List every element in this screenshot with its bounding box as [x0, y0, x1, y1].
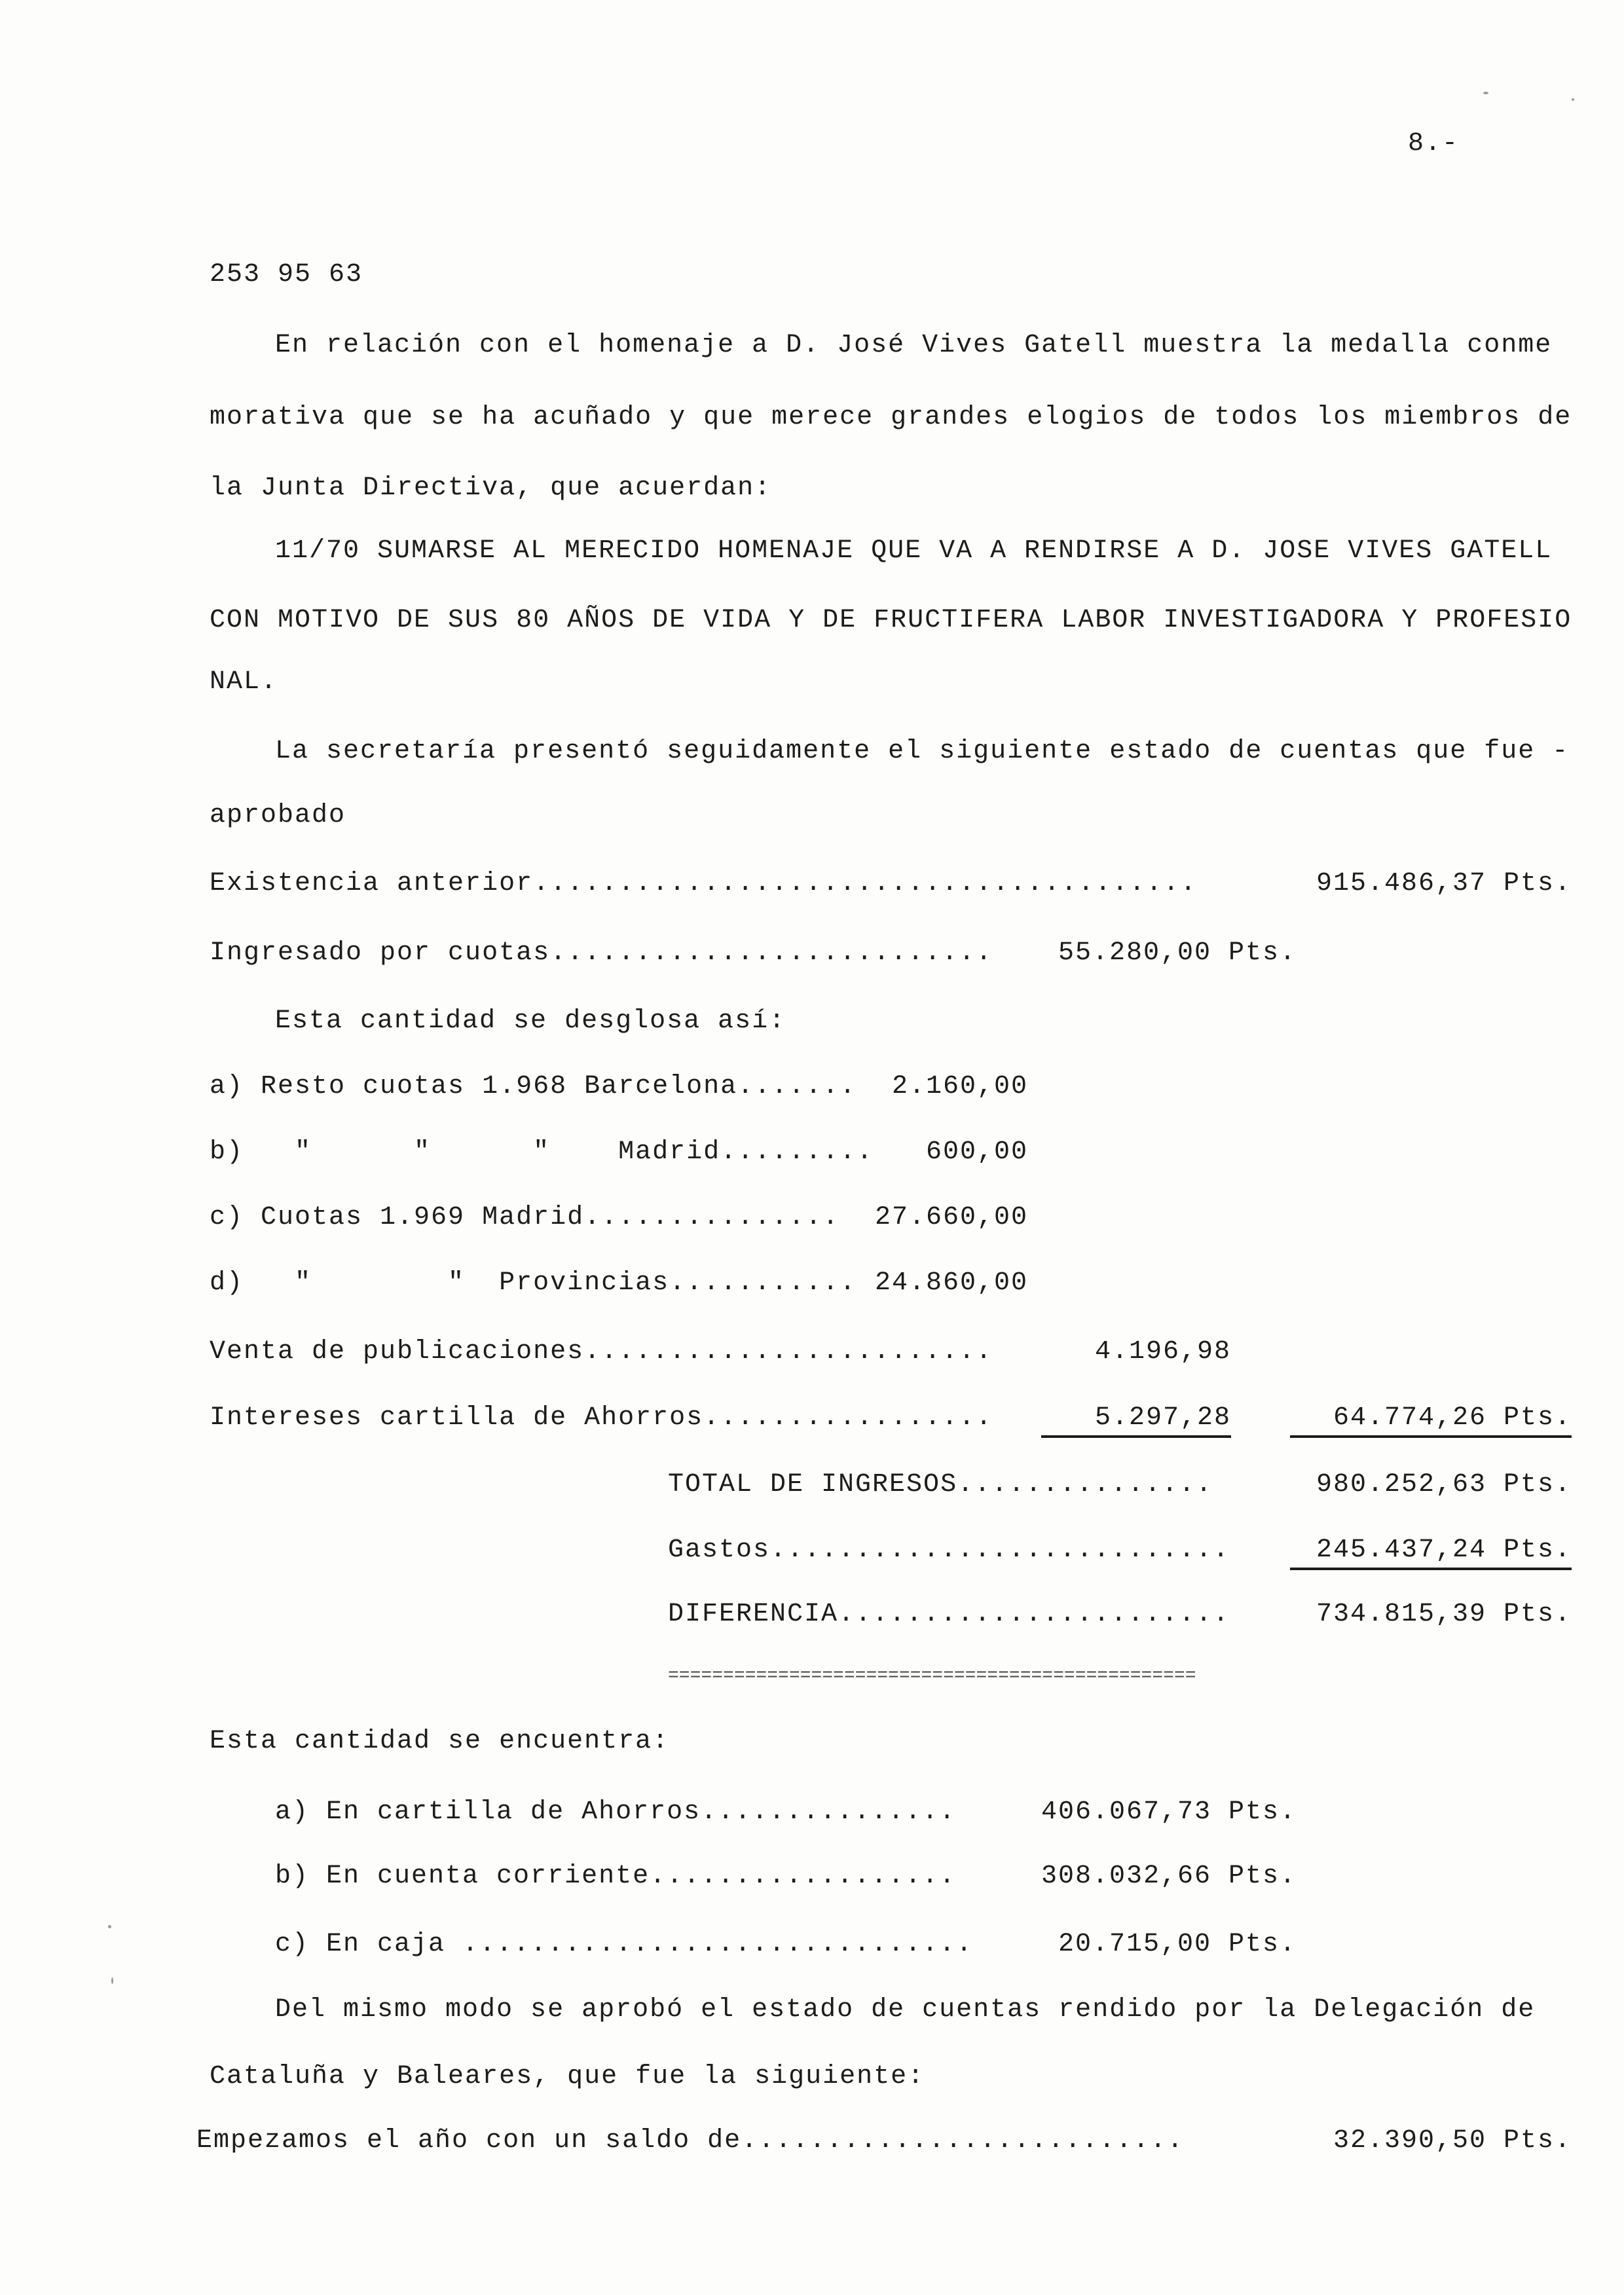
venta-value: 4.196,98: [1094, 1337, 1231, 1367]
total-ingresos-value: 980.252,63 Pts.: [1316, 1470, 1572, 1499]
venta-label: Venta de publicaciones........................: [210, 1337, 993, 1367]
breakdown-item-d-label: d) " " Provincias...........: [210, 1268, 857, 1298]
intereses-total: 64.774,26 Pts.: [1290, 1405, 1572, 1438]
location-item-c-label: c) En caja ..............................: [275, 1930, 974, 1959]
paper-speck: [111, 1977, 113, 1984]
intro-line-1: En relación con el homenaje a D. José Vives Gatell muestra la medalla conme: [275, 331, 1553, 360]
paper-speck: [1572, 98, 1574, 101]
diferencia-value: 734.815,39 Pts.: [1316, 1600, 1572, 1629]
resolution-line-1: 11/70 SUMARSE AL MERECIDO HOMENAJE QUE VA A RENDIRSE A D. JOSE VIVES GATELL: [275, 536, 1553, 566]
location-item-a-value: 406.067,73 Pts.: [1041, 1797, 1297, 1827]
desglose-label: Esta cantidad se desglosa así:: [275, 1006, 786, 1036]
intro-line-3: la Junta Directiva, que acuerdan:: [210, 473, 772, 503]
location-item-b-label: b) En cuenta corriente..................: [275, 1862, 957, 1891]
paper-speck: [108, 1925, 111, 1928]
gastos-label: Gastos...........................: [668, 1535, 1230, 1565]
secretaria-line-2: aprobado: [210, 801, 346, 830]
location-item-c-value: 20.715,00 Pts.: [1058, 1930, 1297, 1959]
intereses-label: Intereses cartilla de Ahorros.................: [210, 1403, 993, 1433]
reference-number: 253 95 63: [210, 260, 363, 289]
location-heading: Esta cantidad se encuentra:: [210, 1727, 670, 1756]
double-rule: ================================================: [668, 1666, 1196, 1686]
delegacion-line-2: Cataluña y Baleares, que fue la siguiente:: [210, 2062, 925, 2091]
location-item-a-label: a) En cartilla de Ahorros...............: [275, 1797, 957, 1827]
breakdown-item-d-value: 24.860,00: [874, 1268, 1028, 1298]
total-ingresos-label: TOTAL DE INGRESOS...............: [668, 1470, 1213, 1499]
delegacion-line-1: Del mismo modo se aprobó el estado de cuentas rendido por la Delegación de: [275, 1995, 1536, 2025]
existencia-value: 915.486,37 Pts.: [1316, 869, 1572, 898]
intereses-value: 5.297,28: [1041, 1405, 1231, 1438]
breakdown-item-a-label: a) Resto cuotas 1.968 Barcelona.......: [210, 1072, 857, 1101]
diferencia-label: DIFERENCIA.......................: [668, 1600, 1230, 1629]
gastos-value: 245.437,24 Pts.: [1290, 1537, 1572, 1570]
existencia-label: Existencia anterior.......................................: [210, 869, 1198, 898]
breakdown-item-b-label: b) " " " Madrid.........: [210, 1137, 874, 1167]
resolution-line-2: CON MOTIVO DE SUS 80 AÑOS DE VIDA Y DE FRUCTIFERA LABOR INVESTIGADORA Y PROFESIO: [210, 606, 1572, 635]
saldo-value: 32.390,50 Pts.: [1333, 2126, 1572, 2156]
breakdown-item-c-label: c) Cuotas 1.969 Madrid...............: [210, 1203, 840, 1232]
page-number: 8.-: [1408, 129, 1460, 158]
ingresado-label: Ingresado por cuotas..........................: [210, 938, 993, 968]
breakdown-item-b-value: 600,00: [925, 1137, 1028, 1167]
breakdown-item-c-value: 27.660,00: [874, 1203, 1028, 1232]
saldo-label: Empezamos el año con un saldo de..........................: [196, 2126, 1185, 2156]
intro-line-2: morativa que se ha acuñado y que merece grandes elogios de todos los miembros de: [210, 403, 1572, 432]
location-item-b-value: 308.032,66 Pts.: [1041, 1862, 1297, 1891]
secretaria-line-1: La secretaría presentó seguidamente el siguiente estado de cuentas que fue -: [275, 737, 1570, 766]
paper-speck: [1483, 92, 1488, 94]
resolution-line-3: NAL.: [210, 667, 278, 697]
breakdown-item-a-value: 2.160,00: [891, 1072, 1028, 1101]
ingresado-value: 55.280,00 Pts.: [1058, 938, 1297, 968]
